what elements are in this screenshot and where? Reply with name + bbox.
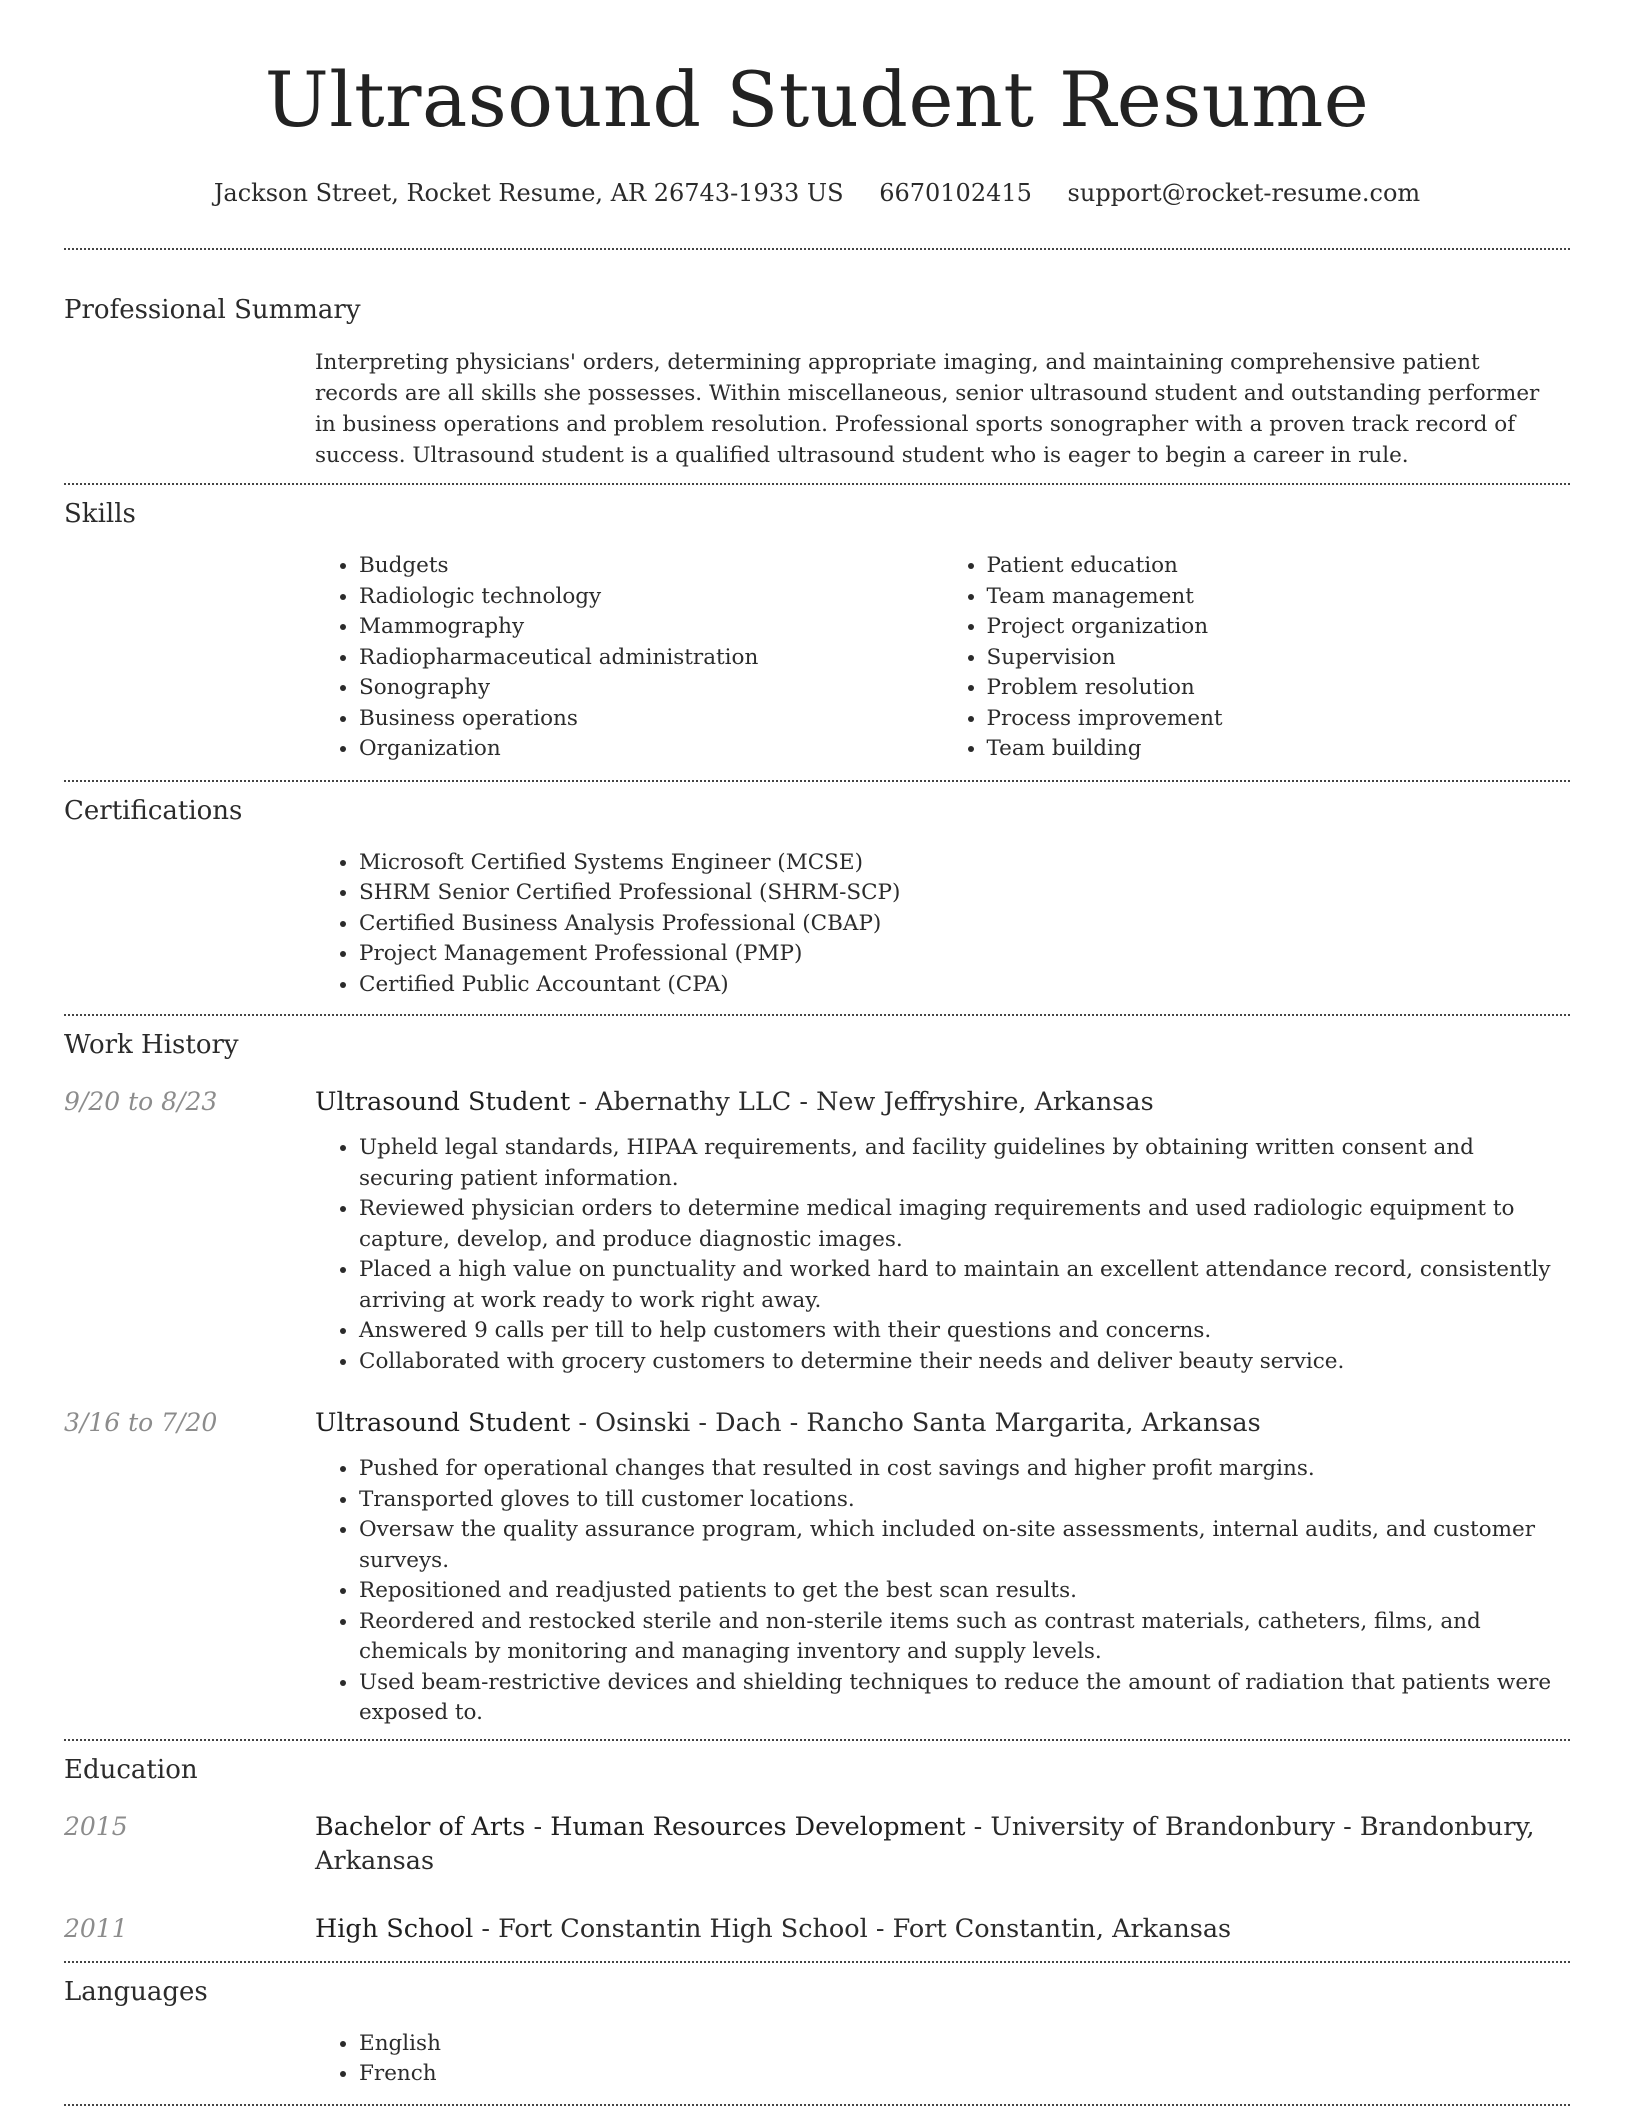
job-title: Ultrasound Student <box>315 1408 571 1438</box>
job-location: New Jeffryshire, Arkansas <box>816 1087 1154 1117</box>
section-heading-certifications: Certifications <box>64 795 243 826</box>
skills-list-right <box>943 551 1571 765</box>
separator: - <box>570 1408 596 1438</box>
separator: - <box>570 1087 596 1117</box>
education-school: Fort Constantin High School <box>498 1913 868 1944</box>
section-certifications <box>64 782 1570 1015</box>
resume-page <box>64 0 1570 2106</box>
skills-list-left <box>315 551 943 765</box>
separator: - <box>473 1913 499 1944</box>
list-item: • Reordered and restocked sterile and non-sterile items such as contrast materials, catheters, films, and chemicals by monitoring and managing inventory and supply levels. <box>359 1607 1570 1668</box>
languages-list <box>315 2029 1570 2090</box>
resume-title: Ultrasound Student Resume <box>264 55 1370 144</box>
skills-columns <box>315 551 1570 780</box>
job-company: Osinski - Dach <box>595 1408 782 1438</box>
list-item: • Placed a high value on punctuality and worked hard to maintain an excellent attendance record, consistently arriving at work ready to work right away. <box>359 1255 1570 1316</box>
section-heading-skills: Skills <box>64 499 136 529</box>
job-entry <box>64 1085 1570 1119</box>
section-heading-work-history: Work History <box>64 1030 239 1060</box>
list-item: • Team management <box>987 582 1571 613</box>
contact-email: support@rocket-resume.com <box>1067 179 1421 207</box>
contact-address: Jackson Street, Rocket Resume, AR 26743-1933 US <box>213 179 844 207</box>
section-work-history <box>64 1016 1570 1739</box>
education-heading <box>315 1912 1231 1946</box>
summary-text: Interpreting physicians' orders, determining appropriate imaging, and maintaining comprehensive patient records are all skills she possesses. Within miscellaneous, senior ultrasound student and outstanding performer in business operations and problem resolution. Professional sports sonographer with a proven track record of success. Ultrasound student is a qualified ultrasound student who is eager to begin a career in rule. <box>315 350 1540 468</box>
list-item: • Supervision <box>987 643 1571 674</box>
contact-line <box>64 178 1570 208</box>
job-bullets <box>315 1133 1570 1377</box>
divider <box>64 2104 1570 2106</box>
education-entry <box>64 1912 1570 1961</box>
section-heading-languages: Languages <box>64 1976 208 2007</box>
list-item: • Problem resolution <box>987 673 1571 704</box>
list-item: • Pushed for operational changes that resulted in cost savings and higher profit margins. <box>359 1454 1570 1485</box>
list-item: • Used beam-restrictive devices and shielding techniques to reduce the amount of radiation that patients were exposed to. <box>359 1668 1570 1729</box>
separator: - <box>781 1408 807 1438</box>
section-skills <box>64 485 1570 780</box>
list-item: • Reviewed physician orders to determine medical imaging requirements and used radiologic equipment to capture, develop, and produce diagnostic images. <box>359 1194 1570 1255</box>
list-item: • Budgets <box>359 551 943 582</box>
list-item: • Certified Public Accountant (CPA) <box>359 970 1570 1001</box>
list-item: • Process improvement <box>987 704 1571 735</box>
education-entry <box>64 1810 1570 1878</box>
certifications-list <box>315 848 1570 1001</box>
job-location: Rancho Santa Margarita, Arkansas <box>806 1408 1261 1438</box>
list-item: • English <box>359 2029 1570 2060</box>
list-item: • Upheld legal standards, HIPAA requirements, and facility guidelines by obtaining written consent and securing patient information. <box>359 1133 1570 1194</box>
job-dates: 3/16 to 7/20 <box>64 1408 218 1437</box>
list-item: • Radiopharmaceutical administration <box>359 643 943 674</box>
separator: - <box>965 1811 991 1842</box>
separator: - <box>791 1087 817 1117</box>
education-field: Human Resources Development <box>550 1811 966 1842</box>
list-item: • Answered 9 calls per till to help customers with their questions and concerns. <box>359 1316 1570 1347</box>
section-education <box>64 1741 1570 1961</box>
list-item: • Business operations <box>359 704 943 735</box>
list-item: • French <box>359 2059 1570 2090</box>
education-location: Fort Constantin, Arkansas <box>892 1913 1232 1944</box>
education-school: University of Brandonbury <box>990 1811 1335 1842</box>
job-title: Ultrasound Student <box>315 1087 571 1117</box>
job-dates: 9/20 to 8/23 <box>64 1087 218 1116</box>
section-summary <box>64 250 1570 483</box>
list-item: • Microsoft Certified Systems Engineer (MCSE) <box>359 848 1570 879</box>
education-heading <box>315 1810 1570 1878</box>
list-item: • Oversaw the quality assurance program, which included on-site assessments, internal audits, and customer surveys. <box>359 1515 1570 1576</box>
education-year: 2015 <box>64 1811 128 1841</box>
job-bullets <box>315 1454 1570 1739</box>
separator: - <box>1334 1811 1360 1842</box>
list-item: • Certified Business Analysis Professional (CBAP) <box>359 909 1570 940</box>
contact-phone: 6670102415 <box>879 179 1032 207</box>
list-item: • Organization <box>359 734 943 765</box>
job-heading <box>315 1406 1261 1440</box>
list-item: • Repositioned and readjusted patients to get the best scan results. <box>359 1576 1570 1607</box>
list-item: • Transported gloves to till customer locations. <box>359 1485 1570 1516</box>
education-year: 2011 <box>64 1913 128 1943</box>
job-bullet-list <box>315 1454 1570 1729</box>
list-item: • Project organization <box>987 612 1571 643</box>
education-location: Brandonbury, Arkansas <box>315 1811 1535 1876</box>
languages-content <box>315 2029 1570 2104</box>
list-item: • Sonography <box>359 673 943 704</box>
list-item: • Radiologic technology <box>359 582 943 613</box>
section-heading-education: Education <box>64 1754 198 1785</box>
list-item: • Patient education <box>987 551 1571 582</box>
education-degree: High School <box>315 1913 474 1944</box>
list-item: • Mammography <box>359 612 943 643</box>
job-heading <box>315 1085 1154 1119</box>
job-entry <box>64 1406 1570 1440</box>
list-item: • SHRM Senior Certified Professional (SHRM-SCP) <box>359 878 1570 909</box>
list-item: • Project Management Professional (PMP) <box>359 939 1570 970</box>
job-company: Abernathy LLC <box>595 1087 792 1117</box>
certifications-content <box>315 848 1570 1015</box>
separator: - <box>867 1913 893 1944</box>
education-degree: Bachelor of Arts <box>315 1811 526 1842</box>
job-bullet-list <box>315 1133 1570 1377</box>
list-item: • Team building <box>987 734 1571 765</box>
section-languages <box>64 1963 1570 2104</box>
section-heading-summary: Professional Summary <box>64 295 361 325</box>
separator: - <box>525 1811 551 1842</box>
list-item: • Collaborated with grocery customers to determine their needs and deliver beauty service. <box>359 1347 1570 1378</box>
